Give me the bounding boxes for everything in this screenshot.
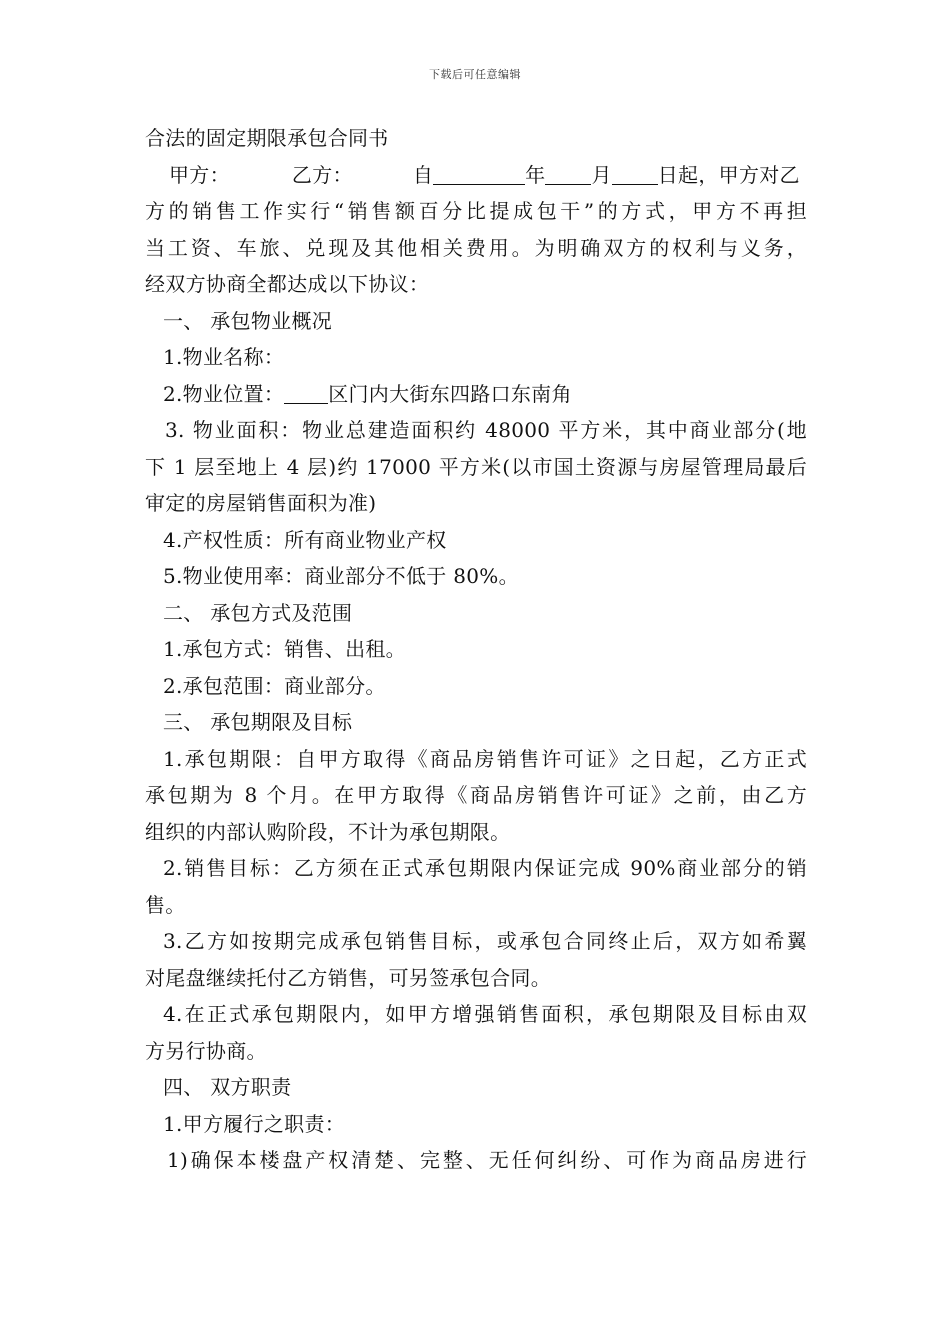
- clause-1-2: [145, 376, 807, 413]
- day-blank: [612, 164, 658, 185]
- section-heading-1: 一、 承包物业概况: [163, 308, 333, 333]
- document-body: [145, 120, 807, 1179]
- section-heading-4: 四、 双方职责: [163, 1075, 292, 1099]
- document-title: 合法的固定期限承包合同书: [145, 126, 389, 150]
- intro-line-4: 经双方协商全都达成以下协议：: [145, 272, 430, 296]
- from-label: 自: [412, 162, 434, 187]
- clause-1-2-prefix: 2.物业位置：: [163, 381, 285, 406]
- clause-1-1: 1.物业名称：: [163, 345, 285, 369]
- clause-1-3-line-3: 审定的房屋销售面积为准): [145, 491, 377, 515]
- section-heading-3: 三、 承包期限及目标: [163, 710, 353, 734]
- intro-line-3: 当工资、车旅、兑现及其他相关费用。为明确双方的权利与义务，: [145, 235, 807, 260]
- clause-3-1-line-2: 承包期为 8 个月。在甲方取得《商品房销售许可证》之前，由乙方: [145, 783, 807, 807]
- year-label: 年: [525, 162, 546, 187]
- clause-3-3-line-1: 3.乙方如按期完成承包销售目标，或承包合同终止后，双方如希翼: [163, 929, 807, 953]
- clause-2-2: 2.承包范围：商业部分。: [163, 673, 386, 698]
- clause-3-2-line-1: 2.销售目标：乙方须在正式承包期限内保证完成 90%商业部分的销: [163, 856, 807, 880]
- clause-4-1: 1.甲方履行之职责：: [163, 1111, 346, 1136]
- section-heading-2: 二、 承包方式及范围: [163, 600, 353, 625]
- clause-3-2-line-2: 售。: [145, 892, 186, 917]
- clause-3-1-line-1: 1.承包期限：自甲方取得《商品房销售许可证》之日起，乙方正式: [163, 746, 807, 771]
- clause-4-1-1: 1)确保本楼盘产权清楚、完整、无任何纠纷、可作为商品房进行: [167, 1148, 807, 1172]
- clause-3-4-line-2: 方另行协商。: [145, 1038, 267, 1063]
- intro-line-2: 方的销售工作实行“销售额百分比提成包干”的方式，甲方不再担: [145, 199, 807, 223]
- clause-3-1-line-3: 组织的内部认购阶段，不计为承包期限。: [145, 819, 511, 844]
- year-blank: [433, 164, 525, 185]
- intro-line-1: [145, 157, 807, 194]
- month-label: 月: [591, 162, 612, 187]
- header-note: 下载后可任意编辑: [429, 68, 521, 81]
- district-blank: [284, 383, 328, 404]
- month-blank: [545, 164, 591, 185]
- clause-2-1: 1.承包方式：销售、出租。: [163, 637, 406, 661]
- party-a-label: 甲方：: [169, 162, 230, 187]
- clause-1-3-line-1: 3. 物业面积：物业总建造面积约 48000 平方米，其中商业部分(地: [165, 418, 807, 442]
- clause-1-3-line-2: 下 1 层至地上 4 层)约 17000 平方米(以市国土资源与房屋管理局最后: [145, 454, 807, 479]
- day-rest-text: 日起，甲方对乙: [657, 162, 800, 187]
- clause-1-5: 5.物业使用率：商业部分不低于 80%。: [163, 564, 519, 588]
- clause-3-3-line-2: 对尾盘继续托付乙方销售，可另签承包合同。: [145, 965, 551, 990]
- party-b-label: 乙方：: [291, 162, 353, 187]
- clause-1-4: 4.产权性质：所有商业物业产权: [163, 527, 447, 552]
- clause-1-2-rest: 区门内大街东四路口东南角: [328, 381, 572, 406]
- clause-3-4-line-1: 4.在正式承包期限内，如甲方增强销售面积，承包期限及目标由双: [163, 1002, 807, 1026]
